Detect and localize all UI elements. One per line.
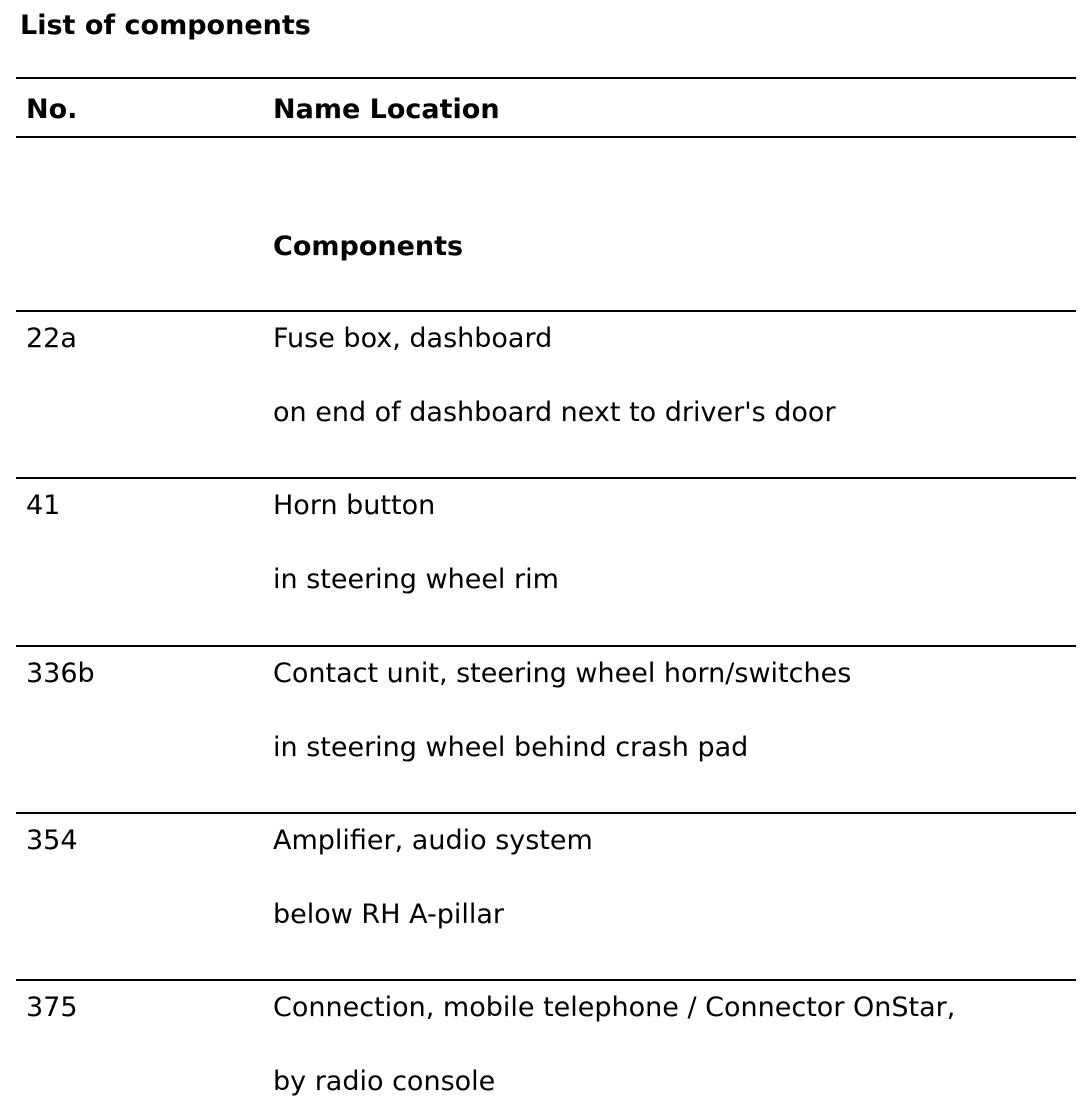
component-number: 375 [26,992,78,1023]
component-location: below RH A-pillar [273,899,504,930]
component-name: Fuse box, dashboard [273,323,553,354]
component-location: in steering wheel behind crash pad [273,732,749,763]
header-no: No. [26,94,78,125]
component-name: Amplifier, audio system [273,825,593,856]
header-name-location: Name Location [273,94,500,125]
component-number: 22a [26,323,77,354]
table-top-rule [16,77,1076,79]
row-divider [16,477,1076,479]
header-bottom-rule [16,136,1076,138]
component-name: Contact unit, steering wheel horn/switches [273,658,852,689]
page-title: List of components [20,10,311,41]
row-divider [16,812,1076,814]
section-title: Components [273,231,464,262]
component-number: 354 [26,825,78,856]
row-divider [16,645,1076,647]
component-name: Connection, mobile telephone / Connector OnStar, [273,992,956,1023]
component-number: 41 [26,490,61,521]
row-divider [16,310,1076,312]
component-location: by radio console [273,1066,496,1097]
component-location: on end of dashboard next to driver's door [273,397,836,428]
component-location: in steering wheel rim [273,564,559,595]
component-number: 336b [26,658,95,689]
row-divider [16,979,1076,981]
component-name: Horn button [273,490,436,521]
